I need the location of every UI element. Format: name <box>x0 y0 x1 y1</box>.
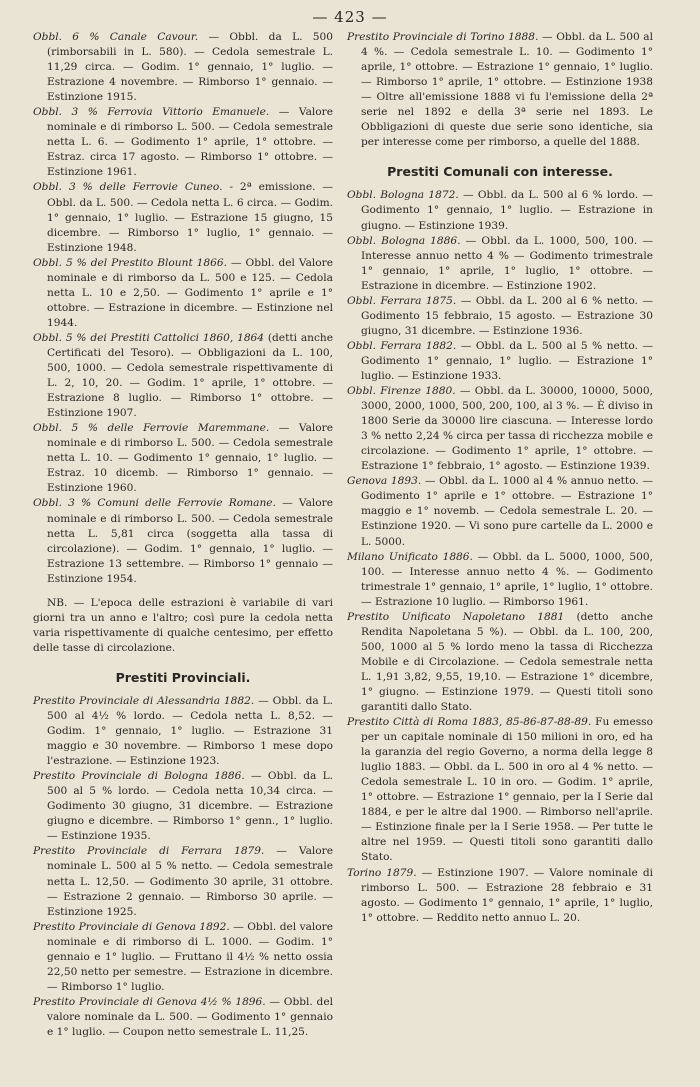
bond-entry <box>33 844 333 919</box>
left-column <box>33 30 333 1040</box>
bond-entry-text: — Valore nominale e di rimborso L. 500. — Cedola semestrale netta L. 6. — Godimento 1° aprile, 1° ottobre. — Estraz. circa 17 agosto. — Rimborso 1° ottobre. — Estinzione 1961. <box>47 106 333 179</box>
right-entries-b <box>347 188 653 925</box>
bond-entry <box>33 331 333 421</box>
bond-entry-title: Obbl. 5 % del Prestito Blount 1866. <box>33 256 227 269</box>
bond-entry <box>347 610 653 715</box>
bond-entry-title: Prestito Provinciale di Genova 4½ % 1896. <box>33 995 266 1008</box>
bond-entry-text: (detti anche Certificati del Tesoro). — Obbligazioni da L. 100, 500, 1000. — Cedola semestrale rispettivamente di L. 2, 10, 20. — Godim. 1° aprile, 1° ottobre. — Estrazione 8 luglio. — Rimborso 1° ottobre. — Estinzione 1907. <box>47 331 333 420</box>
bond-entry <box>33 256 333 331</box>
bond-entry-text: — Obbl. da L. 500 al 5 % netto. — Godimento 1° gennaio, 1° luglio. — Estrazione 1° luglio. — Estinzione 1933. <box>361 339 653 382</box>
bond-entry-text: — Obbl. da L. 500 al 4 %. — Cedola semestrale L. 10. — Godimento 1° aprile, 1° ottobre. — Estrazione 1° gennaio, 1° luglio. — Rimborso 1° aprile, 1° ottobre. — Estinzione 1938 — Oltre all'emissione 1888 vi fu l'emissione della 2ª serie nel 1892 e della 3ª serie nel 1893. Le Obbligazioni di queste due serie sono identiche, sia per interesse come per rimborso, a quelle del 1888. <box>361 31 654 149</box>
bond-entry-text: — Obbl. del Valore nominale e di rimborso da L. 500 e 125. — Cedola netta L. 10 e 2,50. — Godimento 1° aprile e 1° ottobre. — Estrazione in dicembre. — Estinzione nel 1944. <box>47 256 333 329</box>
bond-entry-title: Prestito Provinciale di Alessandria 1882. <box>33 694 255 707</box>
bond-entry-title: Obbl. Bologna 1886. <box>347 234 461 247</box>
bond-entry-text: — Obbl. da L. 200 al 6 % netto. — Godimento 15 febbraio, 15 agosto. — Estrazione 30 giugno, 31 dicembre. — Estinzione 1936. <box>361 294 653 337</box>
bond-entry <box>33 694 333 769</box>
bond-entry <box>347 188 653 233</box>
bond-entry-title: Obbl. 6 % Canale Cavour. <box>33 31 199 43</box>
bond-entry-text: - 2ª emissione. — Obbl. da L. 500. — Cedola netta L. 6 circa. — Godim. 1° gennaio, 1° luglio. — Estrazione 15 giugno, 15 dicembre. — Rimborso 1° luglio, 1° gennaio. — Estinzione 1948. <box>47 181 333 254</box>
bond-entry-title: Torino 1879. <box>347 866 417 879</box>
bond-entry-title: Prestito Provinciale di Ferrara 1879. <box>33 845 265 858</box>
bond-entry <box>33 995 333 1040</box>
note-paragraph: NB. — L'epoca delle estrazioni è variabile di vari giorni tra un anno e l'altro; così pure la cedola netta varia rispettivamente di qualche centesimo, per effetto delle tasse di circolazione. <box>33 596 333 654</box>
bond-entry-text: — Obbl. da L. 1000 al 4 % annuo netto. — Godimento 1° aprile e 1° ottobre. — Estrazione 1° maggio e 1° novemb. — Cedola semestrale L. 20. — Estinzione 1920. — Vi sono pure cartelle da L. 2000 e L. 5000. <box>361 475 654 548</box>
bond-entry-text: — Obbl. del valore nominale da L. 500. — Godimento 1° gennaio e 1° luglio. — Coupon netto semestrale L. 11,25. <box>47 995 333 1038</box>
bond-entry-title: Obbl. Firenze 1880. <box>347 385 456 398</box>
bond-entry-text: — Obbl. da L. 500 (rimborsabili in L. 580). — Cedola semestrale L. 11,29 circa. — Godim. 1° gennaio, 1° luglio. — Estrazione 4 novembre. — Rimborso 1° gennaio. — Estinzione 1915. <box>47 31 333 104</box>
section-heading-comunali: Prestiti Comunali con interesse. <box>387 164 613 180</box>
bond-entry <box>33 30 333 105</box>
bond-entry-text: — Obbl. da L. 5000, 1000, 500, 100. — Interesse annuo netto 4 %. — Godimento trimestrale 1° gennaio, 1° aprile, 1° luglio, 1° ottobre. — Estrazione 10 luglio. — Rimborso 1961. <box>361 550 653 608</box>
bond-entry-text: — Valore nominale e di rimborso L. 500. — Cedola semestrale netta L. 10. — Godimento 1° gennaio, 1° luglio. — Estraz. 10 dicemb. — Rimborso 1° gennaio. — Estinzione 1960. <box>47 422 334 495</box>
bond-entry-text: — Valore nominale e di rimborso L. 500. — Cedola semestrale netta L. 5,81 circa (soggetta alla tassa di circolazione). — Godim. 1° gennaio, 1° luglio. — Estrazione 13 settembre. — Rimborso 1° gennaio — Estinzione 1954. <box>47 497 333 585</box>
bond-entry <box>347 474 653 549</box>
bond-entry-text: — Obbl. da L. 1000, 500, 100. — Interesse annuo netto 4 % — Godimento trimestrale 1° gennaio, 1° aprile, 1° luglio, 1° ottobre. — Estrazione in dicembre. — Estinzione 1902. <box>361 234 653 292</box>
bond-entry-title: Obbl. 3 % delle Ferrovie Cuneo. <box>33 181 223 194</box>
bond-entry <box>33 496 333 586</box>
left-entries-a <box>33 30 333 587</box>
bond-entry-title: Prestito Città di Roma 1883, 85-86-87-88-89. <box>347 716 592 729</box>
bond-entry-title: Milano Unificato 1886. <box>347 550 473 563</box>
bond-entry-title: Prestito Provinciale di Torino 1888. <box>347 31 539 43</box>
bond-entry <box>33 421 333 496</box>
bond-entry-title: Obbl. Bologna 1872. <box>347 189 459 202</box>
bond-entry <box>347 384 653 474</box>
bond-entry <box>347 550 653 610</box>
bond-entry-title: Obbl. 5 % dei Prestiti Cattolici 1860, 1864 <box>33 331 265 344</box>
bond-entry-title: Obbl. 5 % delle Ferrovie Maremmane. <box>33 422 270 435</box>
bond-entry <box>347 30 653 150</box>
bond-entry <box>33 105 333 180</box>
bond-entry-text: Fu emesso per un capitale nominale di 150 milioni in oro, ed ha la garanzia del regio Governo, a norma della legge 8 luglio 1883. — Obbl. da L. 500 in oro al 4 % netto. — Cedola semestrale L. 10 in oro. — Godim. 1° aprile, 1° ottobre. — Estrazione 1° gennaio, per la I Serie dal 1884, e per le altre dal 1900. — Rimborso nell'aprile. — Estinzione finale per la I Serie 1958. — Per tutte le altre nel 1959. — Questi titoli sono garantiti dallo Stato. <box>361 716 653 864</box>
bond-entry-text: — Obbl. da L. 500 al 5 % lordo. — Cedola netta 10,34 circa. — Godimento 30 giugno, 31 dicembre. — Estrazione giugno e dicembre. — Rimborso 1° genn., 1° luglio. — Estinzione 1935. <box>47 770 333 843</box>
bond-entry <box>347 715 653 865</box>
bond-entry <box>33 769 333 844</box>
page-number: — 423 — <box>312 8 388 26</box>
bond-entry <box>33 180 333 255</box>
bond-entry <box>33 920 333 995</box>
bond-entry-text: — Estinzione 1907. — Valore nominale di rimborso L. 500. — Estrazione 28 febbraio e 31 agosto. — Godimento 1° gennaio, 1° aprile, 1° luglio, 1° ottobre. — Reddito netto annuo L. 20. <box>361 866 653 924</box>
right-column <box>347 30 653 926</box>
bond-entry-text: — Obbl. da L. 30000, 10000, 5000, 3000, 2000, 1000, 500, 200, 100, al 3 %. — È diviso in 1800 Serie da 30000 lire ciascuna. — Interesse lordo 3 % netto 2,24 % circa per tassa di ricchezza mobile e circolazione. — Godimento 1° aprile, 1° ottobre. — Estrazione 1° febbraio, 1° agosto. — Estinzione 1939. <box>361 385 654 473</box>
bond-entry-text: — Obbl. da L. 500 al 6 % lordo. — Godimento 1° gennaio, 1° luglio. — Estrazione in giugno. — Estinzione 1939. <box>361 189 653 232</box>
left-entries-b <box>33 694 333 1040</box>
bond-entry <box>347 294 653 339</box>
section-heading-provinciali: Prestiti Provinciali. <box>115 669 251 685</box>
bond-entry-title: Obbl. 3 % Comuni delle Ferrovie Romane. <box>33 497 276 510</box>
bond-entry-title: Obbl. 3 % Ferrovia Vittorio Emanuele. <box>33 106 270 119</box>
bond-entry <box>347 234 653 294</box>
bond-entry-title: Prestito Unificato Napoletano 1881 <box>347 610 565 623</box>
right-entries-a <box>347 30 653 150</box>
bond-entry-title: Prestito Provinciale di Bologna 1886. <box>33 770 245 783</box>
bond-entry-text: — Valore nominale L. 500 al 5 % netto. — Cedola semestrale netta L. 12,50. — Godimento 30 aprile, 31 ottobre. — Estrazione 2 gennaio. — Rimborso 30 aprile. — Estinzione 1925. <box>47 845 333 918</box>
bond-entry <box>347 866 653 926</box>
bond-entry <box>347 339 653 384</box>
bond-entry-title: Prestito Provinciale di Genova 1892. <box>33 920 230 933</box>
bond-entry-text: — Obbl. da L. 500 al 4½ % lordo. — Cedola netta L. 8,52. — Godim. 1° gennaio, 1° luglio. — Estrazione 31 maggio e 30 novembre. — Rimborso 1 mese dopo l'estrazione. — Estinzione 1923. <box>47 694 333 768</box>
bond-entry-text: (detto anche Rendita Napoletana 5 %). — Obbl. da L. 100, 200, 500, 1000 al 5 % lordo meno la tassa di Ricchezza Mobile e di Circolazione. — Cedola semestrale netta L. 1,91 3,82, 9,55, 19,10. — Estrazione 1° dicembre, 1° giugno. — Estinzione 1979. — Questi titoli sono garantiti dallo Stato. <box>361 610 653 714</box>
bond-entry-title: Obbl. Ferrara 1875. <box>347 294 457 307</box>
bond-entry-text: — Obbl. del valore nominale e di rimborso di L. 1000. — Godim. 1° gennaio e 1° luglio. — Fruttano il 4½ % netto ossia 22,50 netto per semestre. — Estrazione in dicembre. — Rimborso 1° luglio. <box>47 920 333 993</box>
bond-entry-title: Obbl. Ferrara 1882. <box>347 339 457 352</box>
bond-entry-title: Genova 1893. <box>347 475 422 488</box>
